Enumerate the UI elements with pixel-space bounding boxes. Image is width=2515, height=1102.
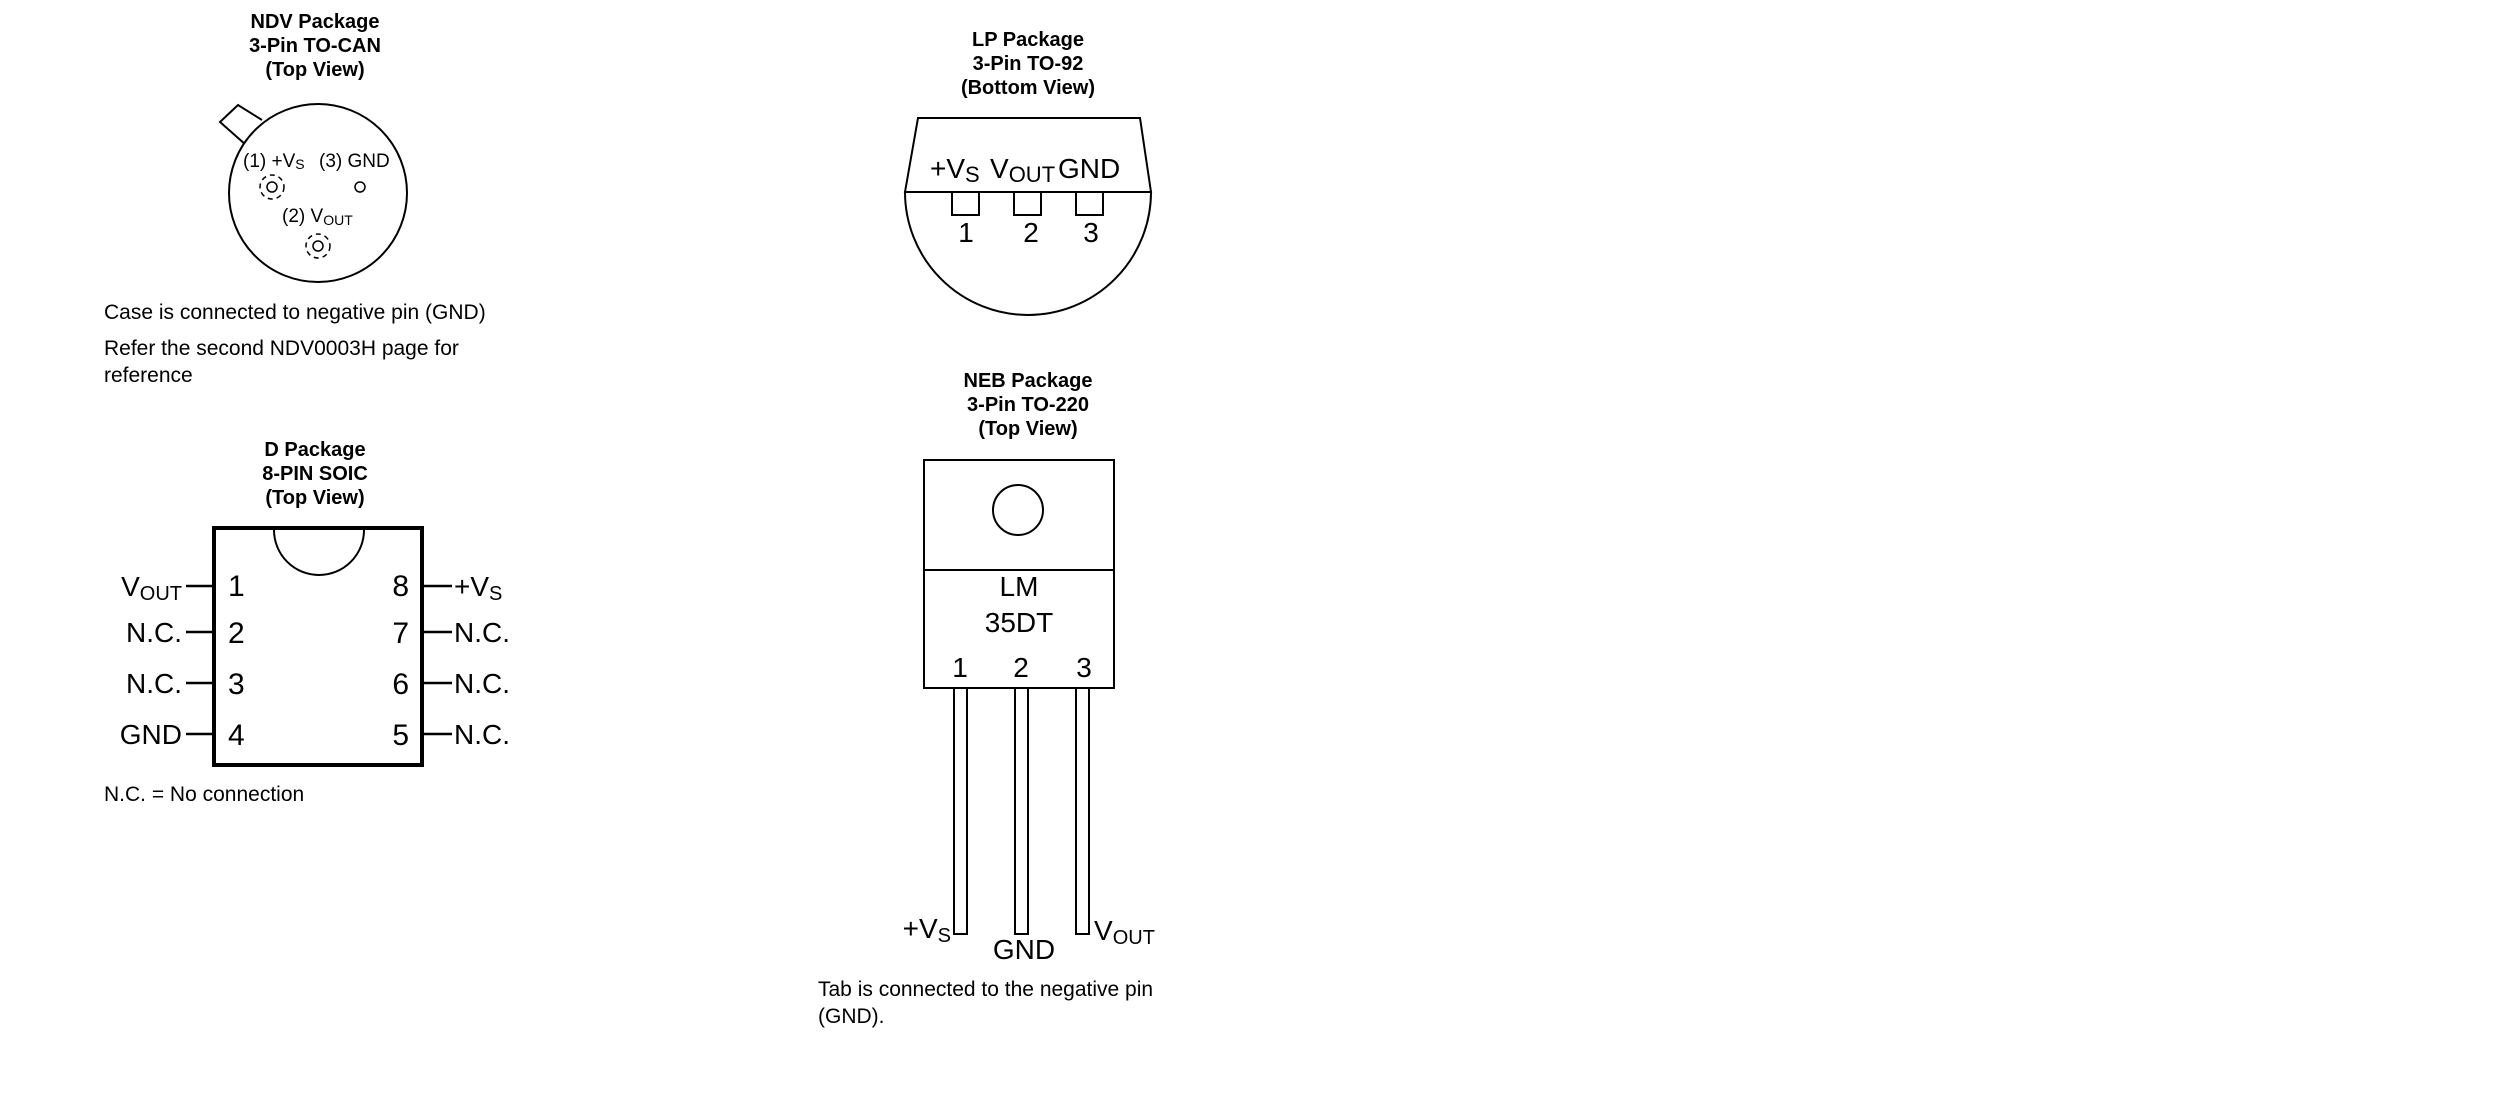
neb-pin-2-number: 2: [1013, 652, 1029, 683]
d-title-line-1: D Package: [264, 439, 366, 461]
ndv-note-3: reference: [104, 364, 193, 387]
d-package: [104, 439, 510, 806]
neb-title-line-2: 3-Pin TO-220: [967, 394, 1089, 416]
neb-note-1: Tab is connected to the negative pin: [818, 978, 1154, 1001]
lp-pin-1-number: 1: [958, 217, 974, 248]
ndv-pin-2: [313, 241, 323, 251]
d-note: N.C. = No connection: [104, 783, 305, 806]
ndv-pin-3: [355, 182, 365, 192]
lp-title-line-2: 3-Pin TO-92: [972, 53, 1084, 75]
lp-pin-2: [1014, 192, 1041, 215]
d-pin-7-number: 7: [392, 617, 409, 650]
neb-title-line-3: (Top View): [978, 418, 1078, 440]
neb-lead-3: [1076, 688, 1089, 934]
ndv-pin-2-label: (2) VOUT: [282, 206, 353, 228]
d-pin-8-name: +VS: [454, 571, 503, 605]
d-pin-8-number: 8: [392, 570, 409, 603]
neb-marking-line-2: 35DT: [984, 607, 1054, 638]
ndv-note-1: Case is connected to negative pin (GND): [104, 301, 486, 324]
lp-pin-3-number: 3: [1083, 217, 1099, 248]
ndv-pin-1-label: (1) +VS: [243, 151, 305, 172]
lp-title-line-1: LP Package: [972, 29, 1084, 51]
ndv-title-line-2: 3-Pin TO-CAN: [249, 35, 381, 57]
ndv-note-2: Refer the second NDV0003H page for: [104, 337, 459, 360]
d-pin-5-number: 5: [392, 719, 409, 752]
d-title-line-2: 8-PIN SOIC: [262, 463, 368, 485]
d-pin-1-name: VOUT: [121, 571, 182, 605]
d-pin-3-number: 3: [228, 668, 245, 701]
neb-mounting-hole: [993, 485, 1043, 535]
neb-marking-line-1: LM: [999, 571, 1039, 602]
d-pin-6-number: 6: [392, 668, 409, 701]
ndv-can-body: [229, 104, 407, 282]
lp-package: [905, 29, 1151, 315]
ndv-package: [104, 11, 486, 387]
d-pin-3-name: N.C.: [126, 668, 182, 699]
d-pin-4-name: GND: [119, 719, 182, 750]
d-pin-1-number: 1: [228, 570, 245, 603]
neb-pin-2-name: GND: [992, 934, 1056, 965]
d-pin-2-name: N.C.: [126, 617, 182, 648]
lp-pin-2-name: VOUT: [990, 153, 1056, 187]
d-pin-7-name: N.C.: [454, 617, 510, 648]
lp-pin-1-name: +VS: [930, 153, 980, 187]
neb-note-2: (GND).: [818, 1005, 885, 1028]
neb-title-line-1: NEB Package: [963, 370, 1093, 392]
lp-title-line-3: (Bottom View): [960, 77, 1096, 99]
lp-pin-3: [1076, 192, 1103, 215]
neb-package: [818, 370, 1155, 1028]
neb-pin-1-name: +VS: [902, 913, 951, 947]
ndv-title-line-3: (Top View): [265, 59, 365, 81]
d-pin-5-name: N.C.: [454, 719, 510, 750]
ndv-pin-1: [267, 182, 277, 192]
neb-pin-1-number: 1: [952, 652, 968, 683]
lp-pin-2-number: 2: [1023, 217, 1039, 248]
neb-lead-1: [954, 688, 967, 934]
d-title-line-3: (Top View): [265, 487, 365, 509]
ndv-title-line-1: NDV Package: [250, 11, 380, 33]
neb-pin-3-name: VOUT: [1094, 915, 1155, 949]
neb-pin-3-number: 3: [1076, 652, 1092, 683]
d-pin-4-number: 4: [228, 719, 245, 752]
neb-lead-2: [1015, 688, 1028, 934]
ndv-pin-3-label: (3) GND: [319, 151, 390, 172]
lp-pin-1: [952, 192, 979, 215]
d-pin-6-name: N.C.: [454, 668, 510, 699]
lp-pin-3-name: GND: [1058, 153, 1121, 184]
d-pin-2-number: 2: [228, 617, 245, 650]
